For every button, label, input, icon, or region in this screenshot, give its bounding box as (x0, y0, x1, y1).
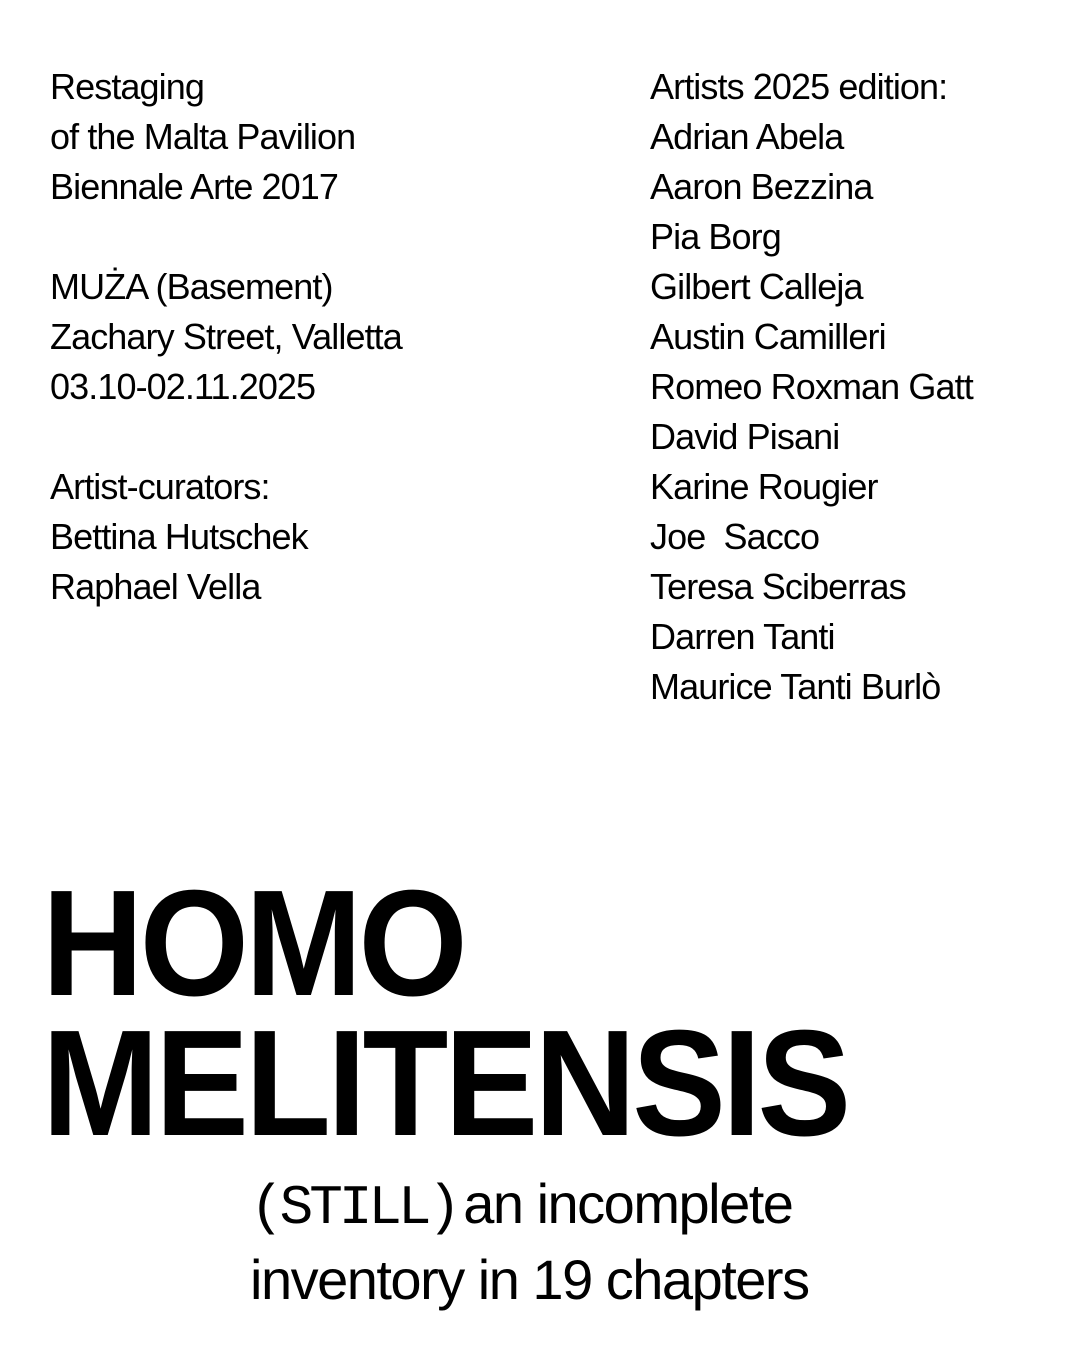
subtitle-line-2: inventory in 19 chapters (250, 1248, 809, 1311)
artist-name: Teresa Sciberras (650, 566, 906, 607)
artist-name: Karine Rougier (650, 466, 878, 507)
curator-name: Bettina Hutschek (50, 516, 308, 557)
subtitle-line-1-text: an incomplete (463, 1172, 793, 1235)
subtitle-still-prefix: (STILL) (250, 1176, 458, 1240)
intro-line: Restaging (50, 66, 205, 107)
curator-name: Raphael Vella (50, 566, 261, 607)
artist-name: Darren Tanti (650, 616, 835, 657)
spacer (50, 412, 610, 462)
artist-name: Romeo Roxman Gatt (650, 366, 973, 407)
artist-name: Adrian Abela (650, 116, 844, 157)
title-line-2: MELITENSIS (42, 998, 848, 1167)
subtitle-line-1 (250, 1168, 809, 1244)
spacer (50, 212, 610, 262)
exhibition-dates: 03.10-02.11.2025 (50, 366, 316, 407)
venue-address: Zachary Street, Valletta (50, 316, 402, 357)
artist-name: Joe Sacco (650, 516, 820, 557)
artist-name: Maurice Tanti Burlò (650, 666, 941, 707)
exhibition-title (42, 858, 848, 1167)
artists-heading: Artists 2025 edition: (650, 66, 948, 107)
title-line-1: HOMO (42, 858, 464, 1027)
curators-heading: Artist-curators: (50, 466, 270, 507)
intro-line: of the Malta Pavilion (50, 116, 356, 157)
artists-column (650, 62, 1080, 712)
artist-name: David Pisani (650, 416, 840, 457)
artist-name: Aaron Bezzina (650, 166, 873, 207)
exhibition-subtitle (250, 1168, 809, 1316)
artist-name: Austin Camilleri (650, 316, 886, 357)
intro-line: Biennale Arte 2017 (50, 166, 339, 207)
venue-name: MUŻA (Basement) (50, 266, 333, 307)
artist-name: Gilbert Calleja (650, 266, 863, 307)
exhibition-info-column (50, 62, 610, 612)
artist-name: Pia Borg (650, 216, 781, 257)
